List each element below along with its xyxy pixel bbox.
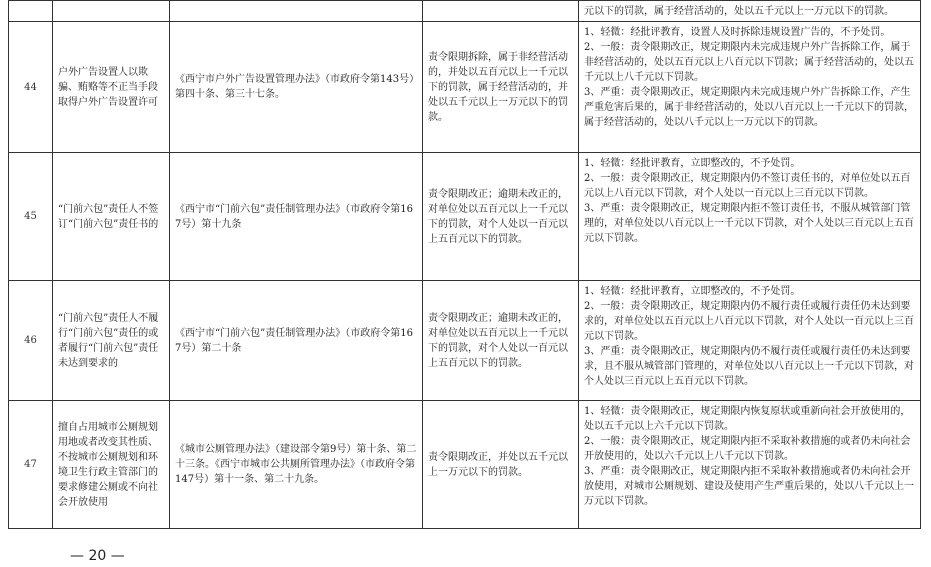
table-row	[9, 153, 921, 281]
legal-basis-cell: 《西宁市“门前六包”责任制管理办法》（市政府令第167号）第二十条	[170, 281, 423, 401]
table-row	[9, 1, 921, 22]
violation-cell: 户外广告设置人以欺骗、贿赂等不正当手段取得户外广告设置许可	[53, 22, 170, 153]
row-number-cell	[9, 1, 53, 22]
legal-basis-cell	[170, 1, 423, 22]
standard-line: 1、轻微：经批评教育，立即整改的，不予处罚。	[584, 158, 801, 169]
penalty-provision-cell: 责令限期改正；逾期未改正的，对单位处以五百元以上一千元以下的罚款，对个人处以一百元以上五百元以下的罚款。	[423, 153, 579, 281]
legal-basis-cell: 《西宁市“门前六包”责任制管理办法》（市政府令第167号）第十九条	[170, 153, 423, 281]
standard-line: 3、严重：责令限期改正，规定期限内未完成违规户外广告拆除工作，产生严重危害后果的，属于非经营活动的，处以八百元以上一千元以下的罚款，属于经营活动的，处以八千元以上一万元以下的罚款。	[584, 87, 914, 128]
standard-line: 3、严重：责令限期改正，规定期限内拒不采取补救措施或者仍未向社会开放使用，对城市公厕规划、建设及使用产生严重后果的，处以八千元以上一万元以下罚款。	[584, 466, 914, 507]
standard-line: 3、严重：责令限期改正，规定期限内拒不签订责任书，不服从城管部门管理的，对单位处以八百元以上一千元以下罚款，对个人处以三百元以上五百元以下罚款。	[584, 203, 914, 244]
standard-line: 2、一般：责令限期改正，规定期限内仍不签订责任书的，对单位处以五百元以上八百元以下罚款，对个人处以一百元以上三百元以下罚款。	[584, 173, 911, 199]
standard-line: 1、轻微：经批评教育，设置人及时拆除违规设置广告的，不予处罚。	[584, 27, 891, 38]
page-number: — 20 —	[70, 548, 125, 564]
row-number-cell: 46	[9, 281, 53, 401]
standard-line: 2、一般：责令限期改正，规定期限内未完成违规户外广告拆除工作，属于非经营活动的，处以五百元以上八百元以下罚款；属于经营活动的，处以五千元以上八千元以下罚款。	[584, 42, 914, 83]
violation-cell: 擅自占用城市公厕规划用地或者改变其性质、不按城市公厕规划和环境卫生行政主管部门的要求修建公厕或不向社会开放使用	[53, 401, 170, 529]
penalty-provision-cell: 责令限期改正，并处以五千元以上一万元以下的罚款。	[423, 401, 579, 529]
penalty-provision-cell: 责令限期拆除，属于非经营活动的，并处以五百元以上一千元以下的罚款，属于经营活动的，并处以五千元以上一万元以下的罚款。	[423, 22, 579, 153]
discretion-standard-cell	[579, 401, 921, 529]
row-number-cell: 47	[9, 401, 53, 529]
legal-basis-cell: 《城市公厕管理办法》（建设部令第9号）第十条、第二十三条。《西宁市城市公共厕所管理办法》（市政府令第147号）第十一条、第二十九条。	[170, 401, 423, 529]
standard-line: 1、轻微：责令限期改正，规定期限内恢复原状或重新向社会开放使用的，处以五千元以上六千元以下罚款。	[584, 406, 911, 432]
violation-cell	[53, 1, 170, 22]
standard-line: 1、轻微：经批评教育，立即整改的，不予处罚。	[584, 286, 801, 297]
table-row	[9, 22, 921, 153]
row-number-cell: 45	[9, 153, 53, 281]
legal-basis-cell: 《西宁市户外广告设置管理办法》（市政府令第143号）第四十条、第三十七条。	[170, 22, 423, 153]
discretion-standard-cell	[579, 22, 921, 153]
table-row	[9, 281, 921, 401]
row-number-cell: 44	[9, 22, 53, 153]
discretion-standard-cell	[579, 1, 921, 22]
violation-cell: “门前六包”责任人不签订“门前六包”责任书的	[53, 153, 170, 281]
standard-line: 2、一般：责令限期改正，规定期限内拒不采取补救措施的或者仍未向社会开放使用的，处以六千元以上八千元以下罚款。	[584, 436, 911, 462]
standard-line: 2、一般：责令限期改正，规定期限内仍不履行责任或履行责任仍未达到要求的，对单位处以五百元以上八百元以下罚款，对个人处以一百元以上三百元以下罚款。	[584, 301, 914, 342]
violation-cell: “门前六包”责任人不履行“门前六包”责任的或者履行“门前六包”责任未达到要求的	[53, 281, 170, 401]
standard-line: 元以下的罚款，属于经营活动的，处以五千元以上一万元以下的罚款。	[584, 5, 894, 17]
penalty-provision-cell: 责令限期改正；逾期未改正的，对单位处以五百元以上一千元以下的罚款，对个人处以一百元以上五百元以下的罚款。	[423, 281, 579, 401]
penalty-provision-cell	[423, 1, 579, 22]
table-row	[9, 401, 921, 529]
standard-line: 3、严重：责令限期改正，规定期限内仍不履行责任或履行责任仍未达到要求，且不服从城管部门管理的，对单位处以八百元以上一千元以下罚款，对个人处以三百元以上五百元以下罚款。	[584, 346, 914, 387]
discretion-standard-cell	[579, 153, 921, 281]
penalty-standards-table	[8, 0, 921, 529]
discretion-standard-cell	[579, 281, 921, 401]
